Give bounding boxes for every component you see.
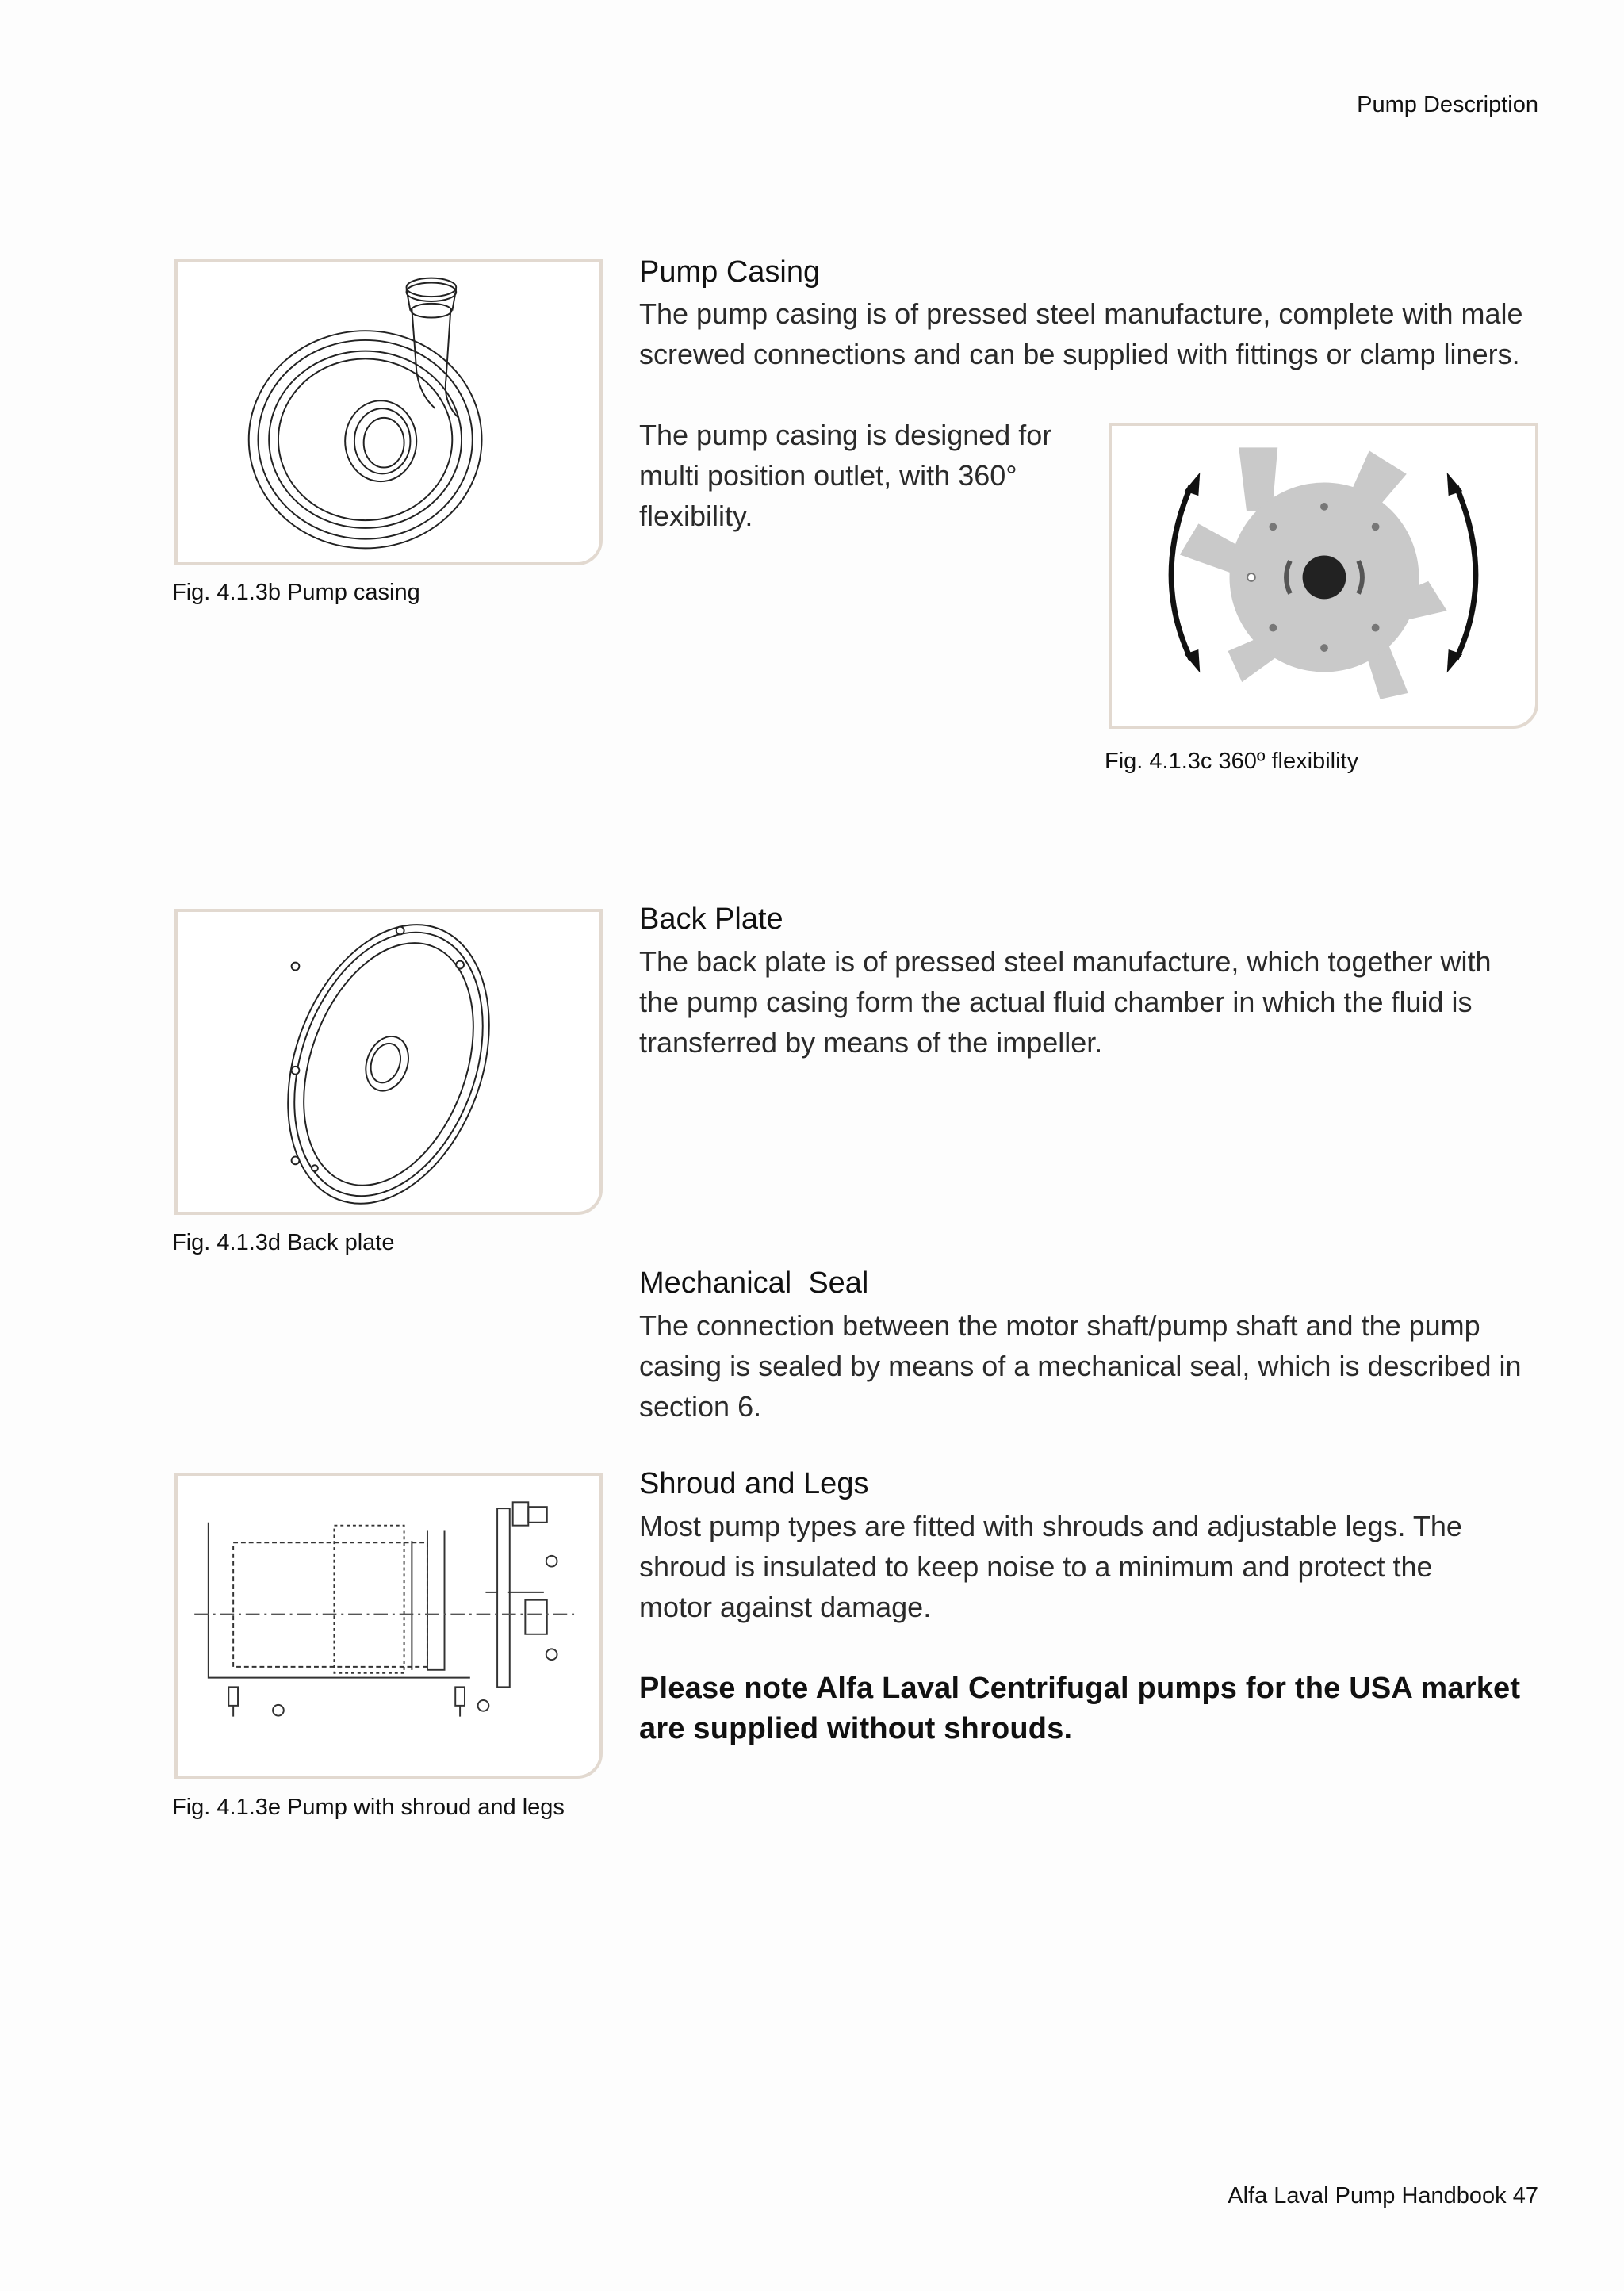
pump-casing-para1-line1: The pump casing is of pressed steel manufacture, complete with male	[639, 297, 1523, 330]
back-plate-drawing	[178, 912, 599, 1212]
back-plate-line1: The back plate is of pressed steel manufacture, which together with	[639, 945, 1492, 978]
figure-pump-casing	[174, 259, 603, 565]
pump-casing-drawing	[178, 262, 599, 562]
figure-back-plate	[174, 909, 603, 1215]
page-footer: Alfa Laval Pump Handbook 47	[1228, 2183, 1538, 2209]
mechanical-seal-line1: The connection between the motor shaft/pump shaft and the pump	[639, 1309, 1480, 1342]
figure-shroud-legs	[174, 1473, 603, 1779]
pump-casing-para1-line2: screwed connections and can be supplied with fittings or clamp liners.	[639, 338, 1520, 370]
shroud-legs-heading: Shroud and Legs	[639, 1467, 869, 1500]
back-plate-line3: transferred by means of the impeller.	[639, 1026, 1103, 1059]
back-plate-line2: the pump casing form the actual fluid chamber in which the fluid is	[639, 986, 1473, 1018]
mechanical-seal-line3: section 6.	[639, 1390, 762, 1423]
fig-4-1-3c-caption: Fig. 4.1.3c 360º flexibility	[1105, 749, 1359, 774]
shroud-legs-line3: motor against damage.	[639, 1591, 932, 1623]
pump-casing-para2-line3: flexibility.	[639, 500, 753, 532]
fig-4-1-3d-caption: Fig. 4.1.3d Back plate	[172, 1230, 395, 1255]
back-plate-heading: Back Plate	[639, 902, 783, 936]
pump-casing-para2-line1: The pump casing is designed for	[639, 419, 1052, 451]
mechanical-seal-line2: casing is sealed by means of a mechanical seal, which is described in	[639, 1350, 1522, 1382]
shroud-legs-line2: shroud is insulated to keep noise to a minimum and protect the	[639, 1550, 1433, 1583]
usa-market-note-line2: are supplied without shrouds.	[639, 1712, 1073, 1745]
shroud-legs-drawing	[178, 1476, 599, 1776]
flexibility-drawing	[1112, 426, 1535, 726]
shroud-legs-line1: Most pump types are fitted with shrouds and adjustable legs. The	[639, 1510, 1462, 1542]
running-header: Pump Description	[1357, 92, 1538, 117]
figure-360-flexibility	[1109, 423, 1538, 729]
pump-casing-heading: Pump Casing	[639, 255, 821, 289]
mechanical-seal-heading: Mechanical Seal	[639, 1266, 869, 1300]
pump-casing-para2-line2: multi position outlet, with 360°	[639, 459, 1017, 492]
fig-4-1-3e-caption: Fig. 4.1.3e Pump with shroud and legs	[172, 1795, 565, 1820]
fig-4-1-3b-caption: Fig. 4.1.3b Pump casing	[172, 580, 420, 605]
usa-market-note-line1: Please note Alfa Laval Centrifugal pumps for the USA market	[639, 1672, 1521, 1705]
